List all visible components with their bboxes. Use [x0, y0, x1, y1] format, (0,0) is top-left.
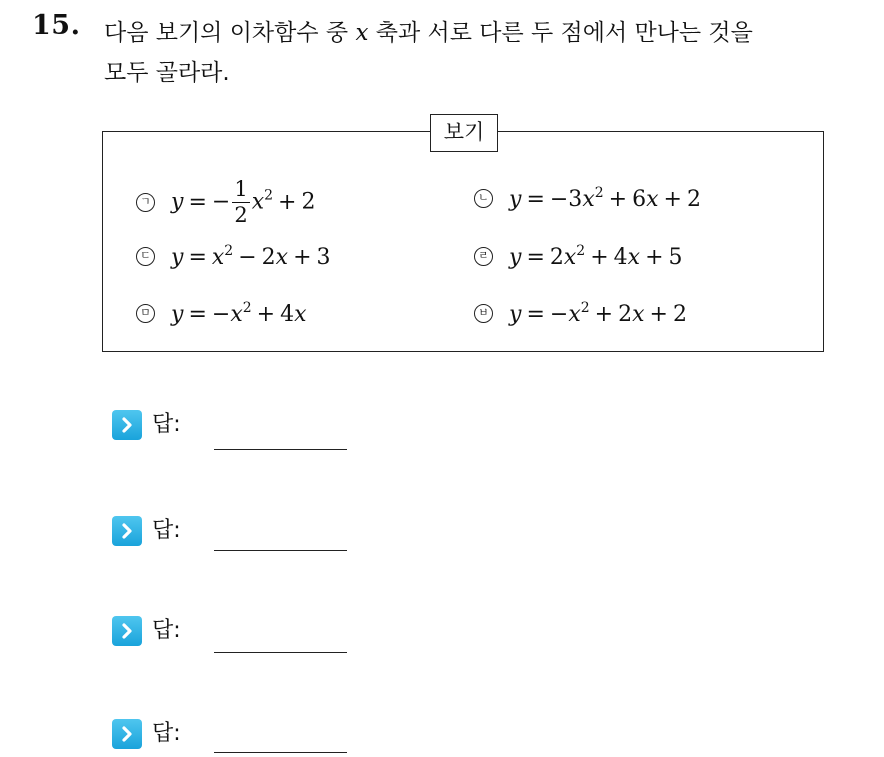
bogi-title: 보기	[430, 114, 498, 152]
answer-row-3	[112, 616, 181, 646]
answer-row-1	[112, 410, 181, 440]
bogi-item-3	[136, 243, 331, 270]
equation: $y = -3x^2 + 6x + 2$	[509, 185, 701, 212]
equation: $y = 2x^2 + 4x + 5$	[509, 243, 683, 270]
answer-label: 답:	[152, 618, 181, 643]
answer-blank-3[interactable]	[214, 652, 347, 653]
answer-label: 답:	[152, 721, 181, 746]
question-text-line-1: 다음 보기의 이차함수 중 x 축과 서로 다른 두 점에서 만나는 것을	[104, 20, 753, 46]
bogi-marker: ㅂ	[474, 304, 493, 323]
answer-label: 답:	[152, 412, 181, 437]
bogi-marker: ㄱ	[136, 193, 155, 212]
answer-blank-1[interactable]	[214, 449, 347, 450]
bogi-marker: ㄴ	[474, 189, 493, 208]
chevron-right-icon	[112, 516, 142, 546]
bogi-item-6	[474, 300, 687, 327]
chevron-right-icon	[112, 616, 142, 646]
equation: y = − $\frac{1}{2}$ $x^2 + 2$	[171, 177, 316, 227]
answer-row-4	[112, 719, 181, 749]
equation: $y = -x^2 + 4x$	[171, 300, 307, 327]
bogi-item-1	[136, 179, 315, 226]
bogi-marker: ㄷ	[136, 247, 155, 266]
bogi-marker: ㅁ	[136, 304, 155, 323]
bogi-item-5	[136, 300, 307, 327]
answer-label: 답:	[152, 518, 181, 543]
answer-blank-2[interactable]	[214, 550, 347, 551]
chevron-right-icon	[112, 719, 142, 749]
question-text-line-2: 모두 골라라.	[104, 60, 230, 86]
equation: $y = -x^2 + 2x + 2$	[509, 300, 687, 327]
answer-row-2	[112, 516, 181, 546]
question-number: 15.	[32, 10, 81, 41]
bogi-item-2	[474, 185, 701, 212]
answer-blank-4[interactable]	[214, 752, 347, 753]
bogi-item-4	[474, 243, 683, 270]
equation: $y = x^2 - 2x + 3$	[171, 243, 331, 270]
chevron-right-icon	[112, 410, 142, 440]
bogi-marker: ㄹ	[474, 247, 493, 266]
